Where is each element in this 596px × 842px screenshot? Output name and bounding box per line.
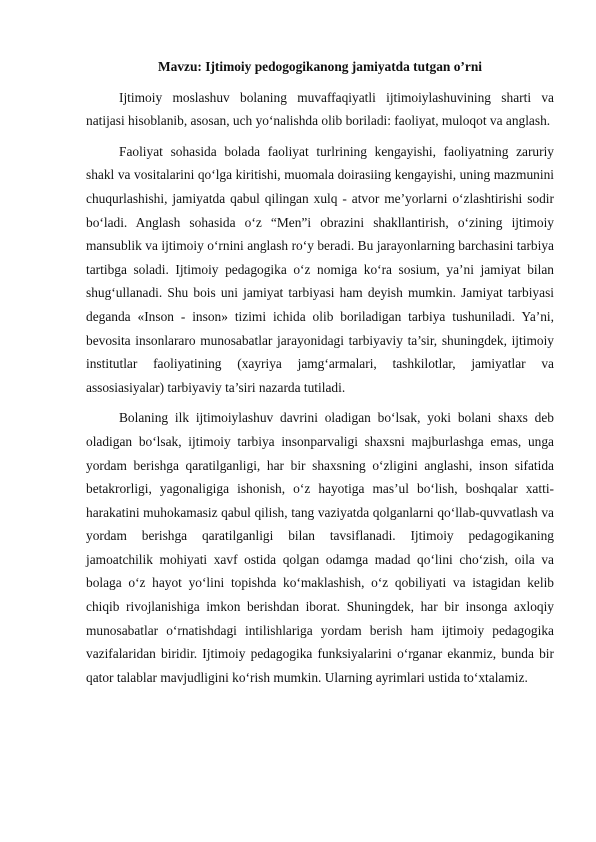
document-body	[86, 55, 554, 696]
paragraph-1: Ijtimoiy moslashuv bolaning muvaffaqiyatli ijtimoiylashuvining sharti va natijasi hisoblanib, asosan, uch yo‘nalishda olib boriladi: faoliyat, muloqot va anglash.	[86, 89, 554, 129]
paragraph-3: Bolaning ilk ijtimoiylashuv davrini oladigan bo‘lsak, yoki bolani shaxs deb oladigan bo‘lsak, ijtimoiy tarbiya insonparvaligi shaxsni majburlashga emas, unga yordam berishga qaratilganligi, har bir shaxsning o‘zligini anglashi, inson sifatida betakrorligi, yagonaligiga ishonish, o‘z hayotiga mas’ul bo‘lish, boshqalar xatti-harakatini muhokamasiz qabul qilish, tang vaziyatda qolganlarni qo‘llab-quvvatlash va yordam berishga qaratilganligi bilan tavsiflanadi. Ijtimoiy pedagogikaning jamoatchilik mohiyati xavf ostida qolgan odamga madad qo‘lini cho‘zish, oila va bolaga o‘z hayot yo‘lini topishda ko‘maklashish, o‘z qobiliyati va istagidan kelib chiqib rivojlanishiga imkon berishdan iborat. Shuningdek, har bir insonga axloqiy munosabatlar o‘rnatishdagi intilishlariga yordam berish ham ijtimoiy pedagogika vazifalaridan biridir. Ijtimoiy pedagogika funksiyalarini o‘rganar ekanmiz, bunda bir qator talablar mavjudligini ko‘rish mumkin. Ularning ayrimlari ustida to‘xtalamiz.	[86, 410, 554, 685]
paragraph-2: Faoliyat sohasida bolada faoliyat turlrining kengayishi, faoliyatning zaruriy shakl va vositalarini qo‘lga kiritishi, muomala doirasiing kengayishi, uning mazmunini chuqurlashishi, jamiyatda qabul qilingan xulq - atvor me’yorlarni o‘zlashtirishi sodir bo‘ladi. Anglash sohasida o‘z “Men”i obrazini shakllantirish, o‘zining ijtimoiy mansublik va ijtimoiy o‘rnini anglash ro‘y beradi. Bu jarayonlarning barchasini tarbiya tartibga soladi. Ijtimoiy pedagogika o‘z nomiga ko‘ra sosium, ya’ni jamiyat bilan shug‘ullanadi. Shu bois uni jamiyat tarbiyasi ham deyish mumkin. Jamiyat tarbiyasi deganda «Inson - inson» tizimi ichida olib boriladigan tarbiya tushuniladi. Ya’ni, bevosita insonlararo munosabatlar jarayonidagi tarbiyaviy ta’sir, shuningdek, ijtimoiy institutlar faoliyatining (xayriya jamg‘armalari, tashkilotlar, jamiyatlar va assosiasiyalar) tarbiyaviy ta’siri nazarda tutiladi.	[86, 143, 554, 395]
document-title: Mavzu: Ijtimoiy pedogogikanong jamiyatda tutgan o’rni	[158, 59, 482, 74]
